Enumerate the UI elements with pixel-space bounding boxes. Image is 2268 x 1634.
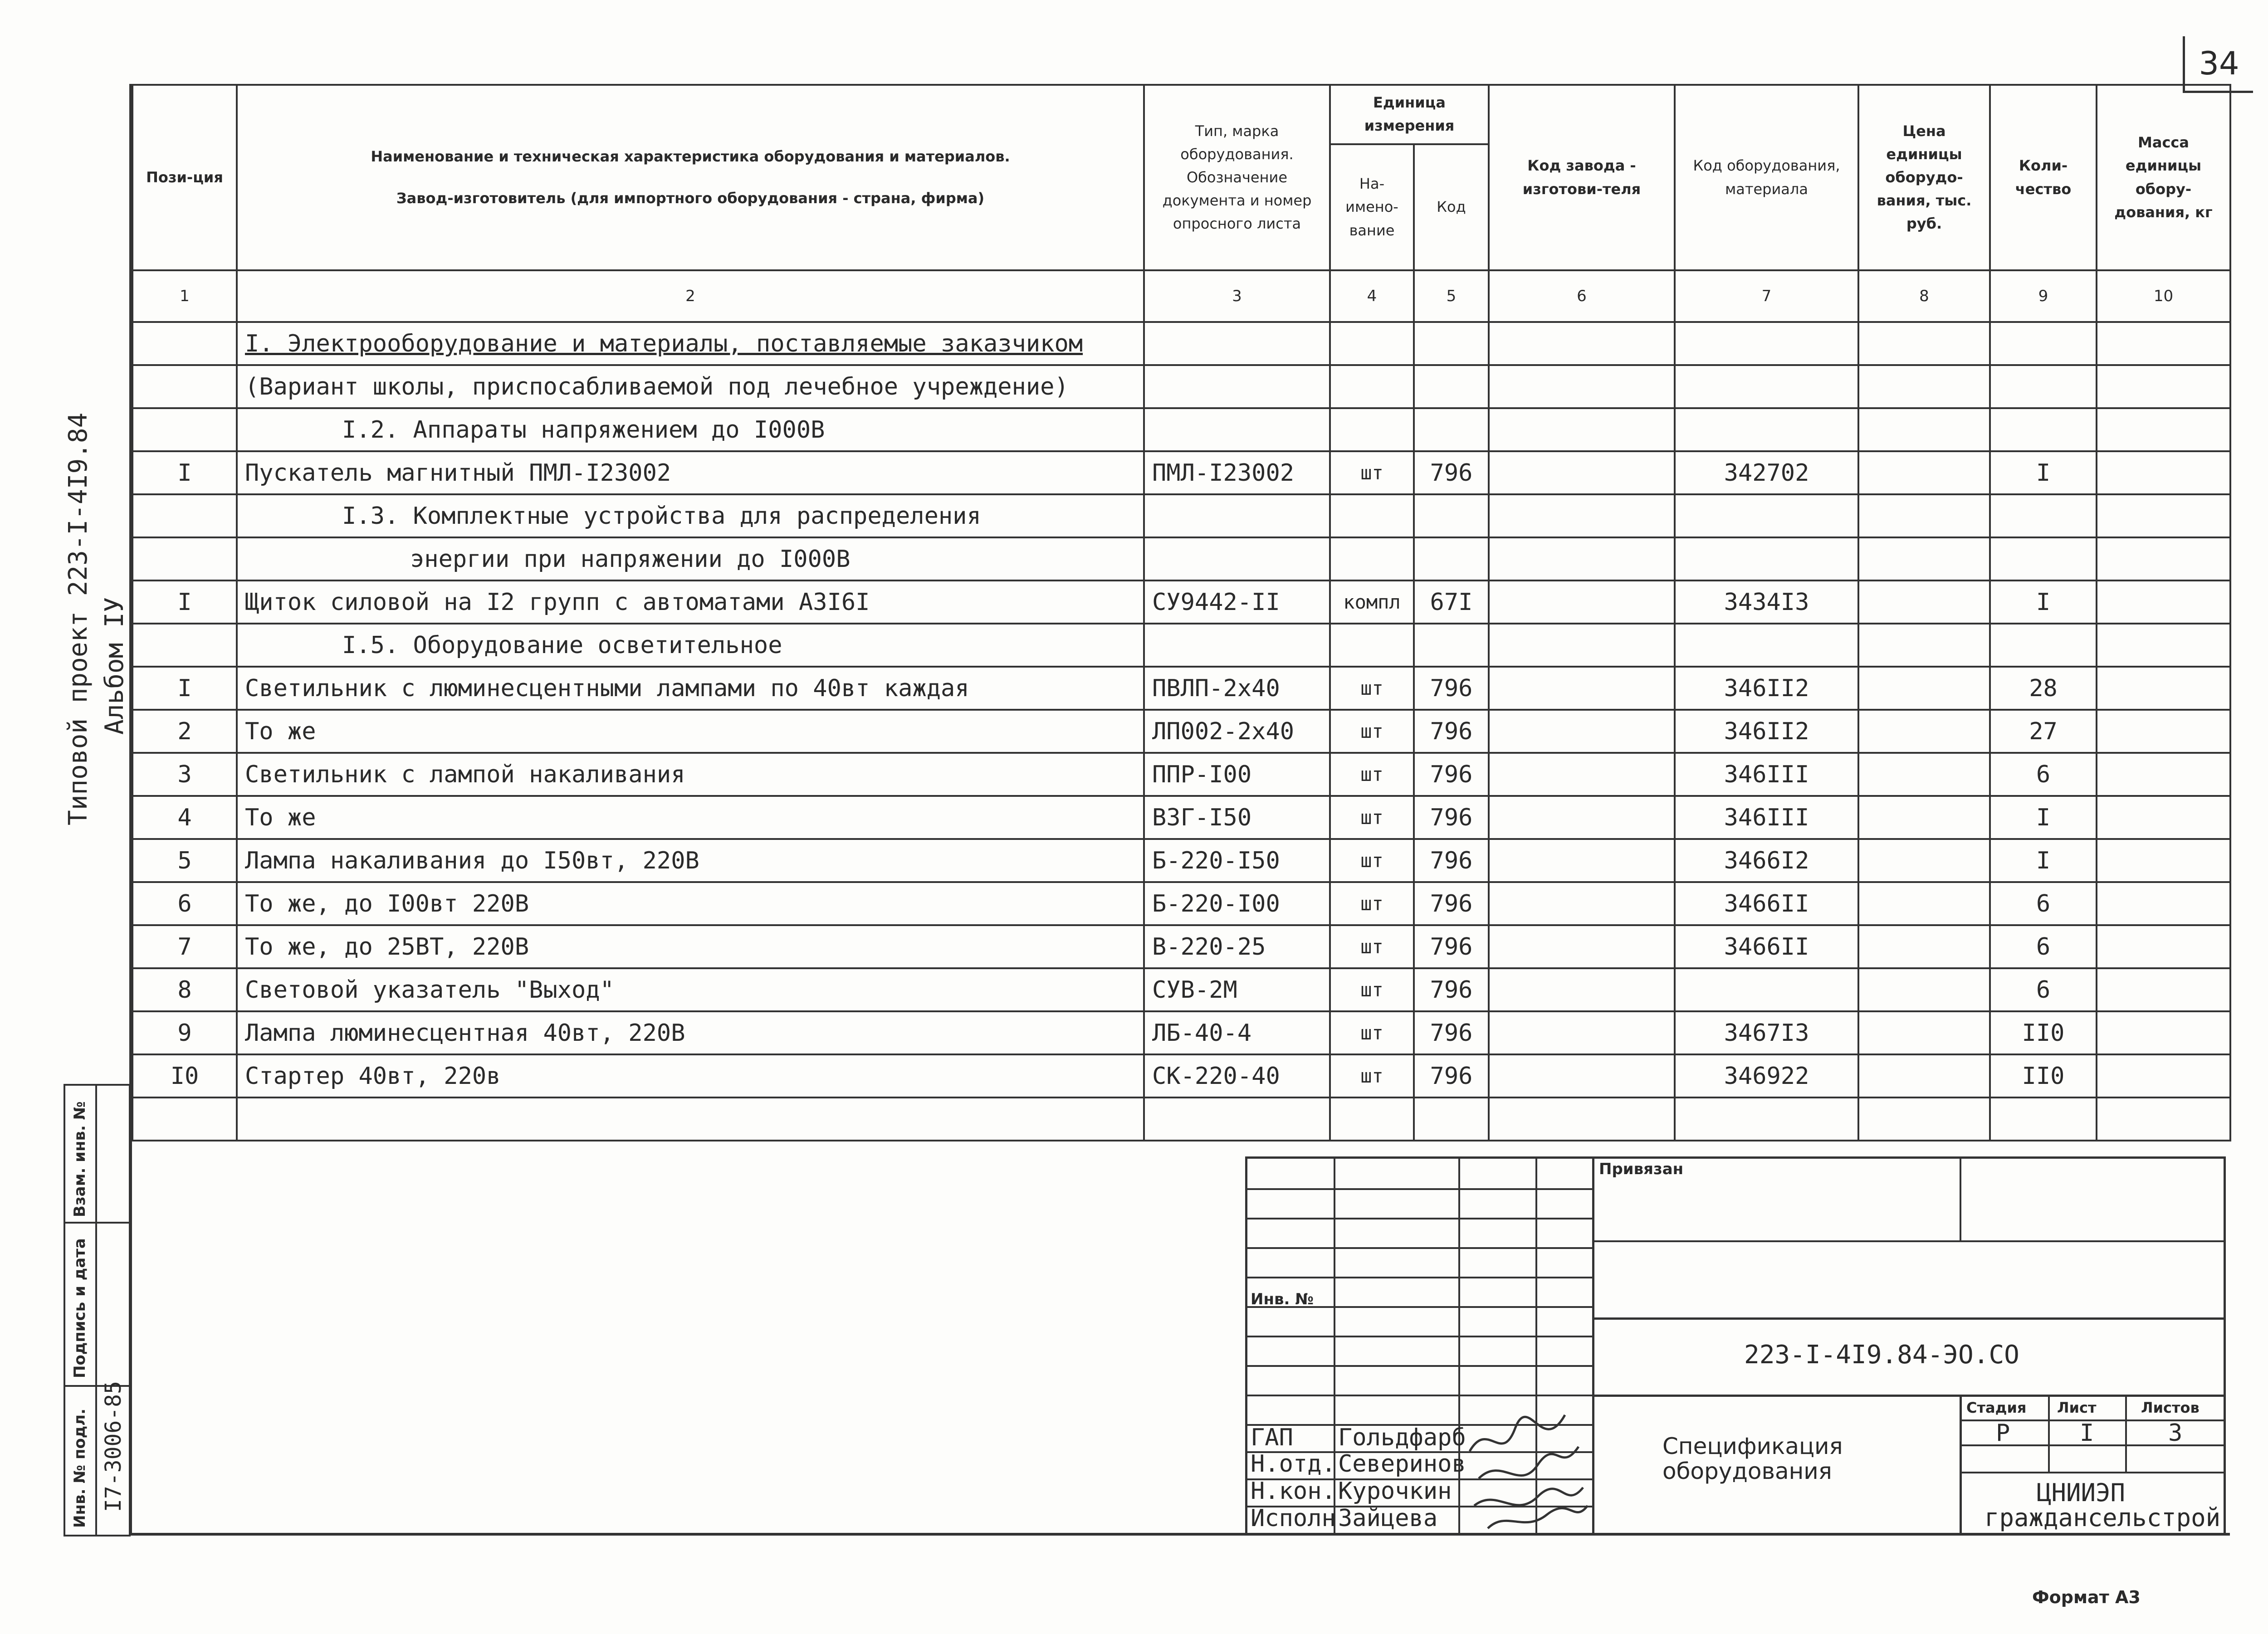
cell-unit <box>1330 624 1414 667</box>
table-row <box>132 753 2230 796</box>
cell-matcode: 3466II <box>1675 925 1858 968</box>
table-row <box>132 365 2230 408</box>
cell-pos <box>132 537 237 580</box>
cell-factory <box>1489 537 1675 580</box>
inv-podl-label: Инв. № подл. <box>71 1408 89 1528</box>
cell-unit: шт <box>1330 925 1414 968</box>
cell-matcode: 3466II <box>1675 882 1858 925</box>
cell-unit: шт <box>1330 839 1414 882</box>
column-number: 3 <box>1144 270 1330 322</box>
stage-value: Р <box>1996 1419 2010 1447</box>
cell-code <box>1414 365 1489 408</box>
cell-qty: I <box>1990 796 2097 839</box>
cell-pos: 2 <box>132 710 237 753</box>
cell-type: СУВ-2М <box>1144 968 1330 1011</box>
cell-name: I.2. Аппараты напряжением до I000В <box>237 408 1144 451</box>
cell-pos <box>132 408 237 451</box>
cell-unit: компл <box>1330 580 1414 624</box>
cell-mass <box>2097 753 2230 796</box>
table-row <box>132 624 2230 667</box>
cell-name: То же, до 25ВТ, 220В <box>237 925 1144 968</box>
cell-factory <box>1489 1097 1675 1141</box>
cell-factory <box>1489 365 1675 408</box>
table-row <box>132 580 2230 624</box>
cell-qty: I <box>1990 451 2097 494</box>
table-row <box>132 925 2230 968</box>
cell-factory <box>1489 710 1675 753</box>
cell-type <box>1144 624 1330 667</box>
cell-price <box>1858 365 1990 408</box>
cell-pos: I <box>132 580 237 624</box>
cell-pos: 6 <box>132 882 237 925</box>
cell-mass <box>2097 624 2230 667</box>
cell-name: Световой указатель "Выход" <box>237 968 1144 1011</box>
cell-qty: II0 <box>1990 1011 2097 1054</box>
header-type: Тип, марка оборудования. Обозначение документа и номер опросного листа <box>1144 85 1330 270</box>
document-title-line2: оборудования <box>1662 1458 1832 1484</box>
document-title-line1: Спецификация <box>1662 1433 1843 1459</box>
sheet-label: Лист <box>2057 1399 2097 1416</box>
signatures <box>1461 1401 1592 1533</box>
cell-matcode <box>1675 494 1858 537</box>
cell-mass <box>2097 1097 2230 1141</box>
column-number-row <box>132 270 2230 322</box>
cell-type: Б-220-I50 <box>1144 839 1330 882</box>
inv-podl-value: I7-3006-85 <box>101 1381 126 1512</box>
cell-mass <box>2097 839 2230 882</box>
column-number: 6 <box>1489 270 1675 322</box>
cell-name: Щиток силовой на I2 групп с автоматами АЗI6I <box>237 580 1144 624</box>
cell-factory <box>1489 624 1675 667</box>
cell-price <box>1858 322 1990 365</box>
cell-code: 796 <box>1414 451 1489 494</box>
specification-body <box>132 322 2230 1141</box>
table-row <box>132 451 2230 494</box>
cell-factory <box>1489 839 1675 882</box>
cell-qty: 6 <box>1990 968 2097 1011</box>
title-block <box>1245 1156 2226 1533</box>
cell-name: I.3. Комплектные устройства для распределения <box>237 494 1144 537</box>
cell-unit: шт <box>1330 1054 1414 1097</box>
cell-unit <box>1330 408 1414 451</box>
cell-matcode <box>1675 408 1858 451</box>
format-label: Формат А3 <box>2032 1587 2141 1607</box>
cell-matcode <box>1675 537 1858 580</box>
cell-factory <box>1489 796 1675 839</box>
cell-factory <box>1489 451 1675 494</box>
column-number: 1 <box>132 270 237 322</box>
cell-matcode <box>1675 322 1858 365</box>
column-number: 5 <box>1414 270 1489 322</box>
header-unit-code: Код <box>1414 144 1489 270</box>
cell-type: ПВЛП-2х40 <box>1144 667 1330 710</box>
cell-factory <box>1489 1054 1675 1097</box>
stage-label: Стадия <box>1966 1399 2027 1416</box>
cell-price <box>1858 494 1990 537</box>
cell-price <box>1858 1011 1990 1054</box>
inv-no-label: Инв. № <box>1251 1290 1314 1308</box>
header-price: Цена единицы оборудо-вания, тыс. руб. <box>1858 85 1990 270</box>
sheet-value: I <box>2080 1419 2094 1447</box>
sheets-value: 3 <box>2168 1419 2183 1447</box>
cell-factory <box>1489 968 1675 1011</box>
cell-qty <box>1990 537 2097 580</box>
signature-date-label: Подпись и дата <box>71 1238 89 1378</box>
role-head-dept: Н.отд. <box>1251 1450 1336 1478</box>
cell-factory <box>1489 580 1675 624</box>
cell-code: 67I <box>1414 580 1489 624</box>
column-number: 10 <box>2097 270 2230 322</box>
cell-qty: 28 <box>1990 667 2097 710</box>
role-norm-control: Н.кон. <box>1251 1478 1336 1505</box>
cell-price <box>1858 408 1990 451</box>
cell-mass <box>2097 710 2230 753</box>
left-side-stamp <box>64 1084 131 1536</box>
cell-pos <box>132 494 237 537</box>
cell-mass <box>2097 580 2230 624</box>
name-executor: Зайцева <box>1338 1505 1438 1532</box>
name-gap: Гольдфарб <box>1338 1424 1466 1451</box>
cell-pos: 3 <box>132 753 237 796</box>
cell-unit <box>1330 1097 1414 1141</box>
cell-matcode: 346III <box>1675 753 1858 796</box>
privyazan-label: Привязан <box>1599 1160 1684 1178</box>
cell-code: 796 <box>1414 796 1489 839</box>
cell-unit <box>1330 537 1414 580</box>
header-qty: Коли-чество <box>1990 85 2097 270</box>
table-row <box>132 1097 2230 1141</box>
cell-qty: I <box>1990 839 2097 882</box>
cell-pos: 4 <box>132 796 237 839</box>
role-gap: ГАП <box>1251 1424 1293 1451</box>
cell-pos: 7 <box>132 925 237 968</box>
cell-name: Пускатель магнитный ПМЛ-I23002 <box>237 451 1144 494</box>
cell-matcode: 3434I3 <box>1675 580 1858 624</box>
header-name <box>237 85 1144 270</box>
cell-type <box>1144 322 1330 365</box>
cell-name: То же, до I00вт 220В <box>237 882 1144 925</box>
cell-type: Б-220-I00 <box>1144 882 1330 925</box>
cell-mass <box>2097 1054 2230 1097</box>
cell-unit: шт <box>1330 1011 1414 1054</box>
header-name-line2: Завод-изготовитель (для импортного оборудования - страна, фирма) <box>396 189 985 207</box>
cell-mass <box>2097 796 2230 839</box>
cell-code <box>1414 322 1489 365</box>
table-row <box>132 494 2230 537</box>
cell-factory <box>1489 322 1675 365</box>
cell-code: 796 <box>1414 882 1489 925</box>
cell-name: Лампа накаливания до I50вт, 220В <box>237 839 1144 882</box>
header-unit-name: На-имено-вание <box>1330 144 1414 270</box>
cell-type <box>1144 494 1330 537</box>
header-factory-code: Код завода - изготови-теля <box>1489 85 1675 270</box>
cell-factory <box>1489 1011 1675 1054</box>
cell-mass <box>2097 365 2230 408</box>
cell-code <box>1414 537 1489 580</box>
cell-unit: шт <box>1330 710 1414 753</box>
cell-pos: 5 <box>132 839 237 882</box>
table-row <box>132 667 2230 710</box>
cell-qty: I <box>1990 580 2097 624</box>
cell-matcode <box>1675 365 1858 408</box>
cell-price <box>1858 925 1990 968</box>
cell-type <box>1144 365 1330 408</box>
cell-type: СК-220-40 <box>1144 1054 1330 1097</box>
cell-price <box>1858 1054 1990 1097</box>
cell-unit: шт <box>1330 968 1414 1011</box>
cell-type <box>1144 408 1330 451</box>
cell-pos: I <box>132 667 237 710</box>
cell-type <box>1144 537 1330 580</box>
cell-mass <box>2097 925 2230 968</box>
cell-code: 796 <box>1414 753 1489 796</box>
name-head-dept: Северинов <box>1338 1450 1466 1478</box>
cell-name: То же <box>237 796 1144 839</box>
cell-factory <box>1489 408 1675 451</box>
table-row <box>132 882 2230 925</box>
cell-price <box>1858 1097 1990 1141</box>
cell-qty: 6 <box>1990 882 2097 925</box>
name-norm-control: Курочкин <box>1338 1478 1452 1505</box>
cell-type: ЛП002-2х40 <box>1144 710 1330 753</box>
cell-qty: 27 <box>1990 710 2097 753</box>
cell-price <box>1858 710 1990 753</box>
cell-name: I. Электрооборудование и материалы, поставляемые заказчиком <box>237 322 1144 365</box>
column-number: 9 <box>1990 270 2097 322</box>
cell-type: ПМЛ-I23002 <box>1144 451 1330 494</box>
role-executor: Исполн <box>1251 1505 1336 1532</box>
specification-table <box>132 84 2231 1141</box>
cell-matcode <box>1675 1097 1858 1141</box>
cell-pos: I <box>132 451 237 494</box>
cell-code: 796 <box>1414 667 1489 710</box>
cell-price <box>1858 624 1990 667</box>
column-number: 7 <box>1675 270 1858 322</box>
cell-type: СУ9442-II <box>1144 580 1330 624</box>
cell-factory <box>1489 882 1675 925</box>
cell-pos: I0 <box>132 1054 237 1097</box>
cell-type: ЛБ-40-4 <box>1144 1011 1330 1054</box>
cell-name <box>237 1097 1144 1141</box>
cell-matcode <box>1675 968 1858 1011</box>
cell-name: I.5. Оборудование осветительное <box>237 624 1144 667</box>
cell-factory <box>1489 753 1675 796</box>
cell-factory <box>1489 925 1675 968</box>
cell-matcode: 346II2 <box>1675 667 1858 710</box>
cell-name: То же <box>237 710 1144 753</box>
side-title-line1: Типовой проект 223-I-4I9.84 <box>64 412 93 825</box>
table-row <box>132 796 2230 839</box>
cell-qty: 6 <box>1990 925 2097 968</box>
cell-unit <box>1330 494 1414 537</box>
cell-mass <box>2097 494 2230 537</box>
column-number: 2 <box>237 270 1144 322</box>
cell-code <box>1414 494 1489 537</box>
cell-type: ППР-I00 <box>1144 753 1330 796</box>
table-row <box>132 1011 2230 1054</box>
cell-qty <box>1990 494 2097 537</box>
cell-price <box>1858 753 1990 796</box>
cell-unit <box>1330 365 1414 408</box>
cell-price <box>1858 451 1990 494</box>
column-number: 8 <box>1858 270 1990 322</box>
cell-name: Лампа люминесцентная 40вт, 220В <box>237 1011 1144 1054</box>
document-code: 223-I-4I9.84-ЭО.СО <box>1744 1340 2019 1370</box>
cell-unit: шт <box>1330 796 1414 839</box>
table-header-row <box>132 85 2230 144</box>
cell-code: 796 <box>1414 1011 1489 1054</box>
header-mass: Масса единицы обору-дования, кг <box>2097 85 2230 270</box>
cell-unit: шт <box>1330 882 1414 925</box>
cell-qty: II0 <box>1990 1054 2097 1097</box>
cell-matcode: 3466I2 <box>1675 839 1858 882</box>
table-row <box>132 537 2230 580</box>
cell-price <box>1858 796 1990 839</box>
table-row <box>132 322 2230 365</box>
header-position: Пози-ция <box>132 85 237 270</box>
header-material-code: Код оборудования, материала <box>1675 85 1858 270</box>
organization-line2: граждансельстрой <box>1984 1503 2221 1532</box>
cell-qty <box>1990 624 2097 667</box>
cell-factory <box>1489 494 1675 537</box>
cell-mass <box>2097 451 2230 494</box>
cell-matcode: 346III <box>1675 796 1858 839</box>
sheets-label: Листов <box>2141 1399 2200 1416</box>
header-unit: Единица измерения <box>1330 85 1489 144</box>
cell-pos <box>132 322 237 365</box>
cell-mass <box>2097 408 2230 451</box>
cell-mass <box>2097 537 2230 580</box>
cell-type <box>1144 1097 1330 1141</box>
cell-mass <box>2097 667 2230 710</box>
cell-unit: шт <box>1330 667 1414 710</box>
cell-name: Стартер 40вт, 220в <box>237 1054 1144 1097</box>
cell-pos: 9 <box>132 1011 237 1054</box>
cell-type: ВЗГ-I50 <box>1144 796 1330 839</box>
cell-unit: шт <box>1330 753 1414 796</box>
cell-name: Светильник с люминесцентными лампами по 40вт каждая <box>237 667 1144 710</box>
table-row <box>132 710 2230 753</box>
cell-price <box>1858 580 1990 624</box>
cell-qty <box>1990 408 2097 451</box>
table-row <box>132 1054 2230 1097</box>
cell-matcode: 3467I3 <box>1675 1011 1858 1054</box>
cell-code <box>1414 1097 1489 1141</box>
cell-name: энергии при напряжении до I000В <box>237 537 1144 580</box>
cell-matcode: 342702 <box>1675 451 1858 494</box>
cell-pos <box>132 1097 237 1141</box>
column-number: 4 <box>1330 270 1414 322</box>
cell-code: 796 <box>1414 710 1489 753</box>
vzam-inv-label: Взам. инв. № <box>71 1101 89 1217</box>
cell-pos <box>132 624 237 667</box>
cell-code <box>1414 408 1489 451</box>
cell-price <box>1858 968 1990 1011</box>
sheet-number: 34 <box>2183 36 2253 93</box>
table-row <box>132 839 2230 882</box>
cell-type: В-220-25 <box>1144 925 1330 968</box>
cell-price <box>1858 667 1990 710</box>
header-name-line1: Наименование и техническая характеристика оборудования и материалов. <box>371 148 1010 166</box>
cell-code <box>1414 624 1489 667</box>
cell-mass <box>2097 968 2230 1011</box>
cell-matcode: 346II2 <box>1675 710 1858 753</box>
cell-qty: 6 <box>1990 753 2097 796</box>
cell-name: Светильник с лампой накаливания <box>237 753 1144 796</box>
cell-name: (Вариант школы, приспосабливаемой под лечебное учреждение) <box>237 365 1144 408</box>
cell-qty <box>1990 1097 2097 1141</box>
cell-mass <box>2097 1011 2230 1054</box>
cell-factory <box>1489 667 1675 710</box>
cell-price <box>1858 839 1990 882</box>
cell-price <box>1858 882 1990 925</box>
cell-pos: 8 <box>132 968 237 1011</box>
cell-matcode: 346922 <box>1675 1054 1858 1097</box>
organization-line1: ЦНИИЭП <box>2037 1478 2126 1507</box>
table-row <box>132 968 2230 1011</box>
side-title-line2: Альбом IУ <box>100 597 129 735</box>
cell-mass <box>2097 882 2230 925</box>
cell-pos <box>132 365 237 408</box>
cell-code: 796 <box>1414 1054 1489 1097</box>
table-row <box>132 408 2230 451</box>
cell-unit: шт <box>1330 451 1414 494</box>
cell-qty <box>1990 365 2097 408</box>
cell-matcode <box>1675 624 1858 667</box>
cell-price <box>1858 537 1990 580</box>
cell-mass <box>2097 322 2230 365</box>
cell-unit <box>1330 322 1414 365</box>
cell-code: 796 <box>1414 968 1489 1011</box>
cell-code: 796 <box>1414 925 1489 968</box>
cell-code: 796 <box>1414 839 1489 882</box>
cell-qty <box>1990 322 2097 365</box>
